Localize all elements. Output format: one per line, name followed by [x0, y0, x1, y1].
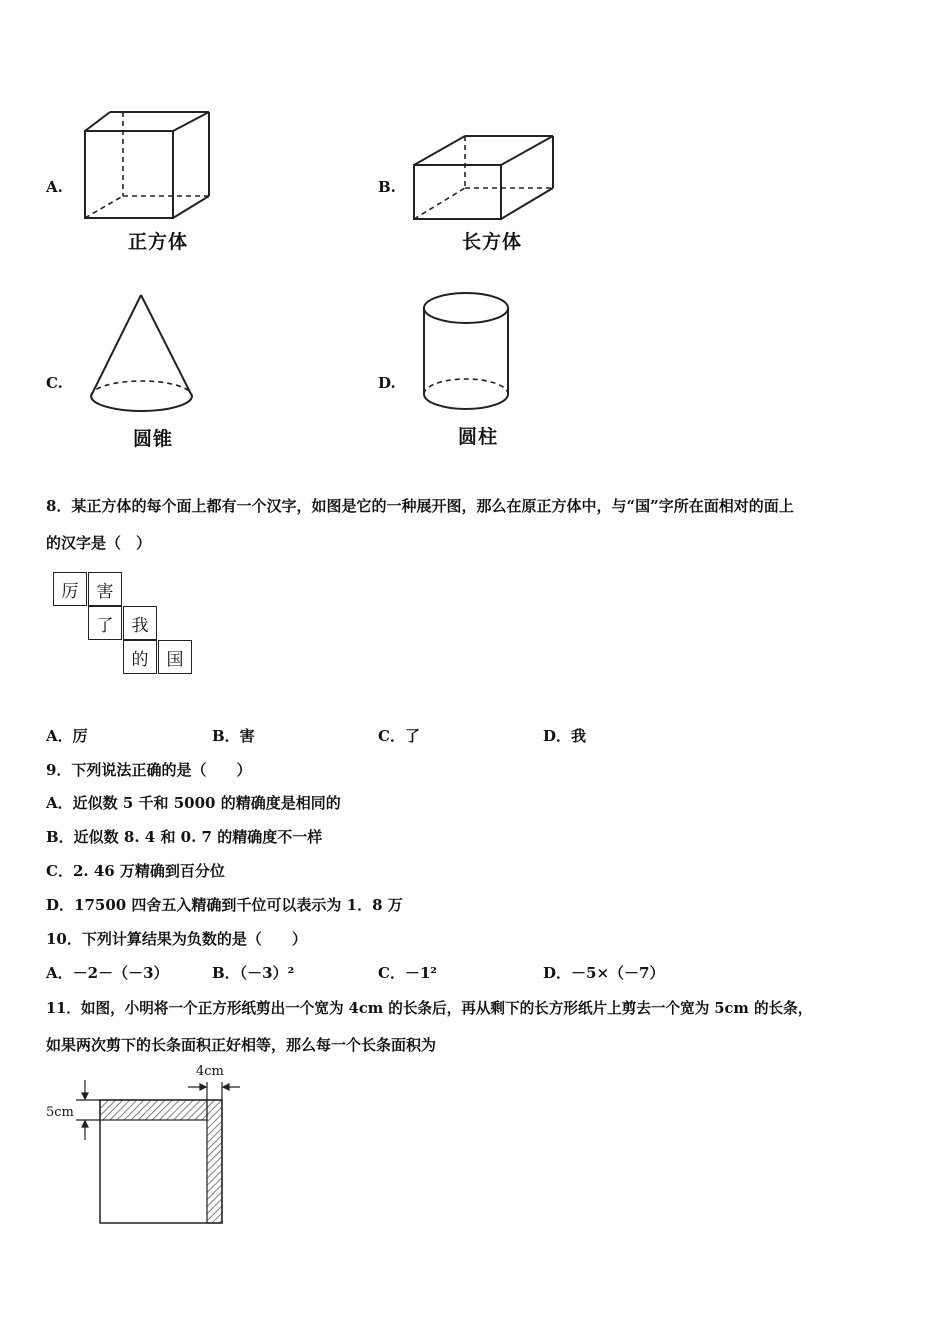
- q9-option-a: A．近似数 5 千和 5000 的精确度是相同的: [46, 794, 341, 812]
- square-paper-diagram: [40, 1062, 240, 1232]
- q10-option-b: B．（－3）²: [212, 964, 295, 982]
- q10-option-d: D．－5×（－7）: [543, 964, 665, 982]
- q8-option-b: B．害: [212, 727, 255, 745]
- q9-option-d: D．17500 四舍五入精确到千位可以表示为 1．8 万: [46, 896, 403, 914]
- height-label: 5cm: [46, 1105, 74, 1120]
- q10-stem: 10．下列计算结果为负数的是（ ）: [46, 930, 307, 948]
- q11-stem-line-2: 如果两次剪下的长条面积正好相等，那么每一个长条面积为: [46, 1036, 437, 1054]
- net-cell: 我: [123, 606, 157, 640]
- shape-caption: 圆锥: [133, 428, 174, 450]
- option-letter: D.: [378, 374, 396, 392]
- q10-option-a: A．－2－（－3）: [46, 964, 169, 982]
- q9-option-c: C．2. 46 万精确到百分位: [46, 862, 225, 880]
- net-cell: 厉: [53, 572, 87, 606]
- net-cell: 了: [88, 606, 122, 640]
- net-cell: 害: [88, 572, 122, 606]
- shape-caption: 长方体: [462, 231, 523, 253]
- q10-option-c: C．－1²: [378, 964, 437, 982]
- net-cell: 的: [123, 640, 157, 674]
- net-cell: 国: [158, 640, 192, 674]
- q8-stem-line-2: 的汉字是（ ）: [46, 534, 152, 552]
- option-letter: B.: [378, 178, 396, 196]
- option-letter: C.: [46, 374, 63, 392]
- cone-figure-icon: [88, 292, 198, 422]
- cuboid-figure-icon: [410, 130, 560, 225]
- cylinder-figure-icon: [420, 290, 515, 415]
- width-label: 4cm: [196, 1064, 224, 1079]
- shape-caption: 正方体: [128, 231, 189, 253]
- q11-stem-line-1: 11．如图，小明将一个正方形纸剪出一个宽为 4cm 的长条后，再从剩下的长方形纸片上剪去一个宽为 5cm 的长条，: [46, 1000, 813, 1017]
- shape-caption: 圆柱: [458, 426, 499, 448]
- cube-figure-icon: [80, 108, 220, 223]
- q8-option-a: A．厉: [46, 727, 88, 745]
- q8-option-c: C．了: [378, 727, 420, 745]
- q9-option-b: B．近似数 8. 4 和 0. 7 的精确度不一样: [46, 828, 323, 846]
- q8-option-d: D．我: [543, 727, 587, 745]
- option-letter: A.: [46, 178, 63, 196]
- q9-stem: 9．下列说法正确的是（ ）: [46, 761, 252, 779]
- q8-stem-line-1: 8．某正方体的每个面上都有一个汉字，如图是它的一种展开图，那么在原正方体中，与“国”字所在面相对的面上: [46, 497, 794, 515]
